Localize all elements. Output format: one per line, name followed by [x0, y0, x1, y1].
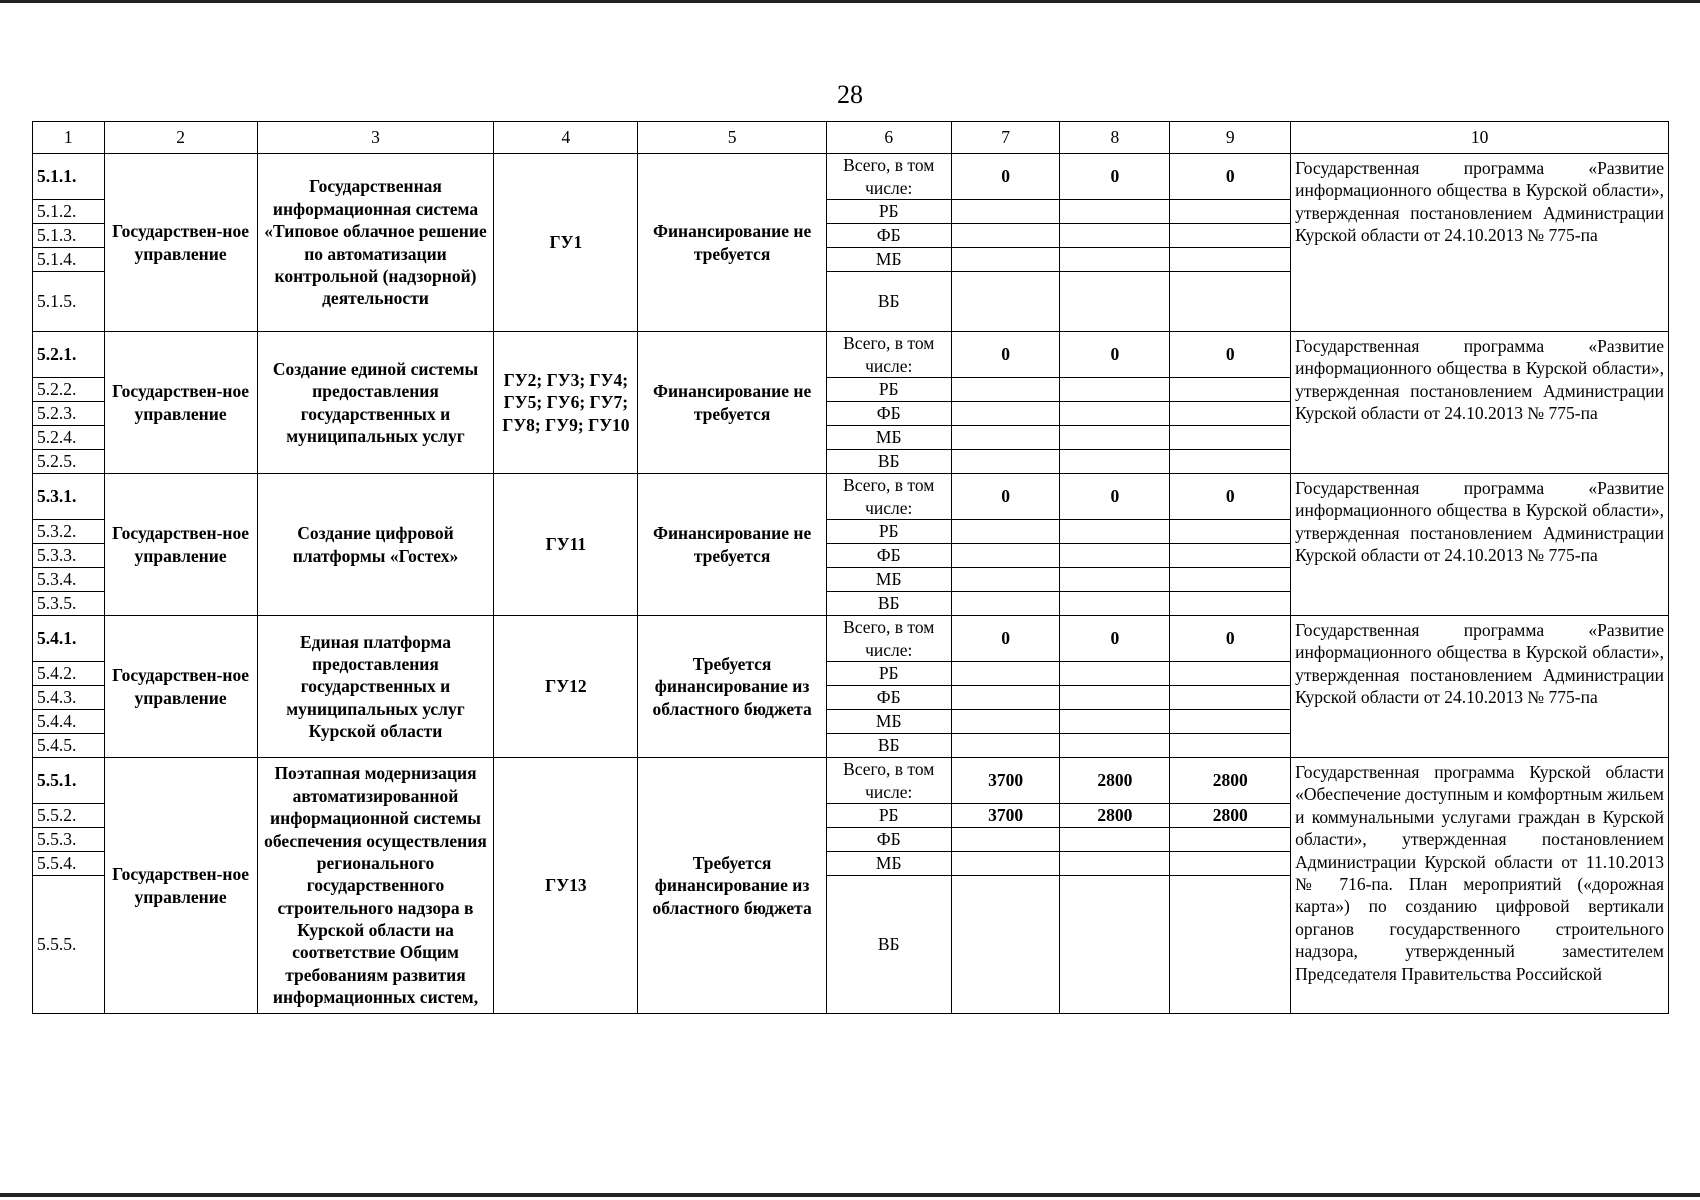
amount-cell — [951, 200, 1060, 224]
col-header: 9 — [1170, 122, 1291, 154]
measure-code: 5.5.5. — [33, 876, 105, 1014]
amount-cell: 0 — [1060, 616, 1170, 662]
amount-cell: 2800 — [1170, 804, 1291, 828]
amount-cell — [951, 378, 1060, 402]
amount-cell — [1060, 248, 1170, 272]
measure-code: 5.1.1. — [33, 154, 105, 200]
amount-cell — [1060, 592, 1170, 616]
amount-cell: 3700 — [951, 804, 1060, 828]
measure-code: 5.2.5. — [33, 450, 105, 474]
measure-code: 5.1.5. — [33, 272, 105, 332]
amount-cell — [1170, 592, 1291, 616]
measure-name-cell: Единая платформа предоставления государственных и муниципальных услуг Курской области — [257, 616, 494, 758]
amount-cell — [951, 876, 1060, 1014]
funding-source: ВБ — [826, 272, 951, 332]
amount-cell — [1170, 734, 1291, 758]
measure-code: 5.2.2. — [33, 378, 105, 402]
amount-cell — [1170, 544, 1291, 568]
amount-cell — [1060, 272, 1170, 332]
amount-cell — [1060, 828, 1170, 852]
amount-cell: 2800 — [1170, 758, 1291, 804]
amount-cell — [1170, 378, 1291, 402]
amount-cell — [1060, 544, 1170, 568]
amount-cell — [951, 592, 1060, 616]
amount-cell — [1170, 662, 1291, 686]
col-header: 5 — [638, 122, 826, 154]
code-cell: ГУ1 — [494, 154, 638, 332]
amount-cell: 3700 — [951, 758, 1060, 804]
funding-source: РБ — [826, 662, 951, 686]
financing-cell: Требуется финансирование из областного бюджета — [638, 616, 826, 758]
amount-cell — [951, 568, 1060, 592]
amount-cell: 0 — [1170, 474, 1291, 520]
funding-source: Всего, в том числе: — [826, 332, 951, 378]
funding-source: ВБ — [826, 450, 951, 474]
funding-source: РБ — [826, 200, 951, 224]
executor-cell: Государствен-ное управление — [104, 616, 257, 758]
measures-table — [32, 121, 1669, 1014]
table-row — [33, 332, 1669, 378]
amount-cell — [1170, 852, 1291, 876]
measure-code: 5.3.1. — [33, 474, 105, 520]
col-header: 3 — [257, 122, 494, 154]
col-header: 4 — [494, 122, 638, 154]
measure-code: 5.4.1. — [33, 616, 105, 662]
measure-name-cell: Государственная информационная система «Типовое облачное решение по автоматизации контрольной (надзорной) деятельности — [257, 154, 494, 332]
funding-source: Всего, в том числе: — [826, 154, 951, 200]
funding-source: ВБ — [826, 876, 951, 1014]
funding-source: ФБ — [826, 224, 951, 248]
amount-cell: 0 — [1060, 154, 1170, 200]
executor-cell: Государствен-ное управление — [104, 332, 257, 474]
table-row — [33, 154, 1669, 200]
amount-cell — [1060, 520, 1170, 544]
amount-cell: 0 — [951, 332, 1060, 378]
amount-cell — [1060, 734, 1170, 758]
amount-cell: 0 — [951, 616, 1060, 662]
measure-code: 5.5.3. — [33, 828, 105, 852]
col-header: 2 — [104, 122, 257, 154]
funding-source: ФБ — [826, 544, 951, 568]
executor-cell: Государствен-ное управление — [104, 474, 257, 616]
funding-source: ФБ — [826, 828, 951, 852]
measure-name-cell: Создание цифровой платформы «Гостех» — [257, 474, 494, 616]
column-numbers-row — [33, 122, 1669, 154]
amount-cell — [951, 686, 1060, 710]
amount-cell: 0 — [1170, 154, 1291, 200]
amount-cell — [1060, 686, 1170, 710]
top-scan-edge — [0, 0, 1700, 3]
funding-source: ФБ — [826, 686, 951, 710]
amount-cell — [1170, 520, 1291, 544]
table-row — [33, 616, 1669, 662]
amount-cell — [1060, 662, 1170, 686]
executor-cell: Государствен-ное управление — [104, 154, 257, 332]
measure-name-cell: Поэтапная модернизация автоматизированной информационной системы обеспечения осуществления регионального государственного строительного надзора в Курской области на соответствие Общим требованиям развития информационных систем, — [257, 758, 494, 1014]
measure-code: 5.3.2. — [33, 520, 105, 544]
measure-code: 5.1.3. — [33, 224, 105, 248]
funding-source: Всего, в том числе: — [826, 474, 951, 520]
financing-cell: Финансирование не требуется — [638, 332, 826, 474]
amount-cell: 0 — [1170, 332, 1291, 378]
amount-cell — [1170, 248, 1291, 272]
measure-code: 5.2.4. — [33, 426, 105, 450]
amount-cell — [1170, 272, 1291, 332]
amount-cell — [951, 426, 1060, 450]
funding-source: МБ — [826, 852, 951, 876]
col-header: 7 — [951, 122, 1060, 154]
amount-cell — [1060, 852, 1170, 876]
funding-source: МБ — [826, 426, 951, 450]
amount-cell — [1060, 568, 1170, 592]
amount-cell — [951, 402, 1060, 426]
amount-cell — [1170, 686, 1291, 710]
measure-code: 5.3.5. — [33, 592, 105, 616]
funding-source: Всего, в том числе: — [826, 616, 951, 662]
page-number: 28 — [837, 80, 863, 109]
amount-cell — [1170, 828, 1291, 852]
funding-source: РБ — [826, 520, 951, 544]
amount-cell — [1170, 200, 1291, 224]
col-header: 6 — [826, 122, 951, 154]
amount-cell — [951, 828, 1060, 852]
amount-cell — [951, 710, 1060, 734]
measure-code: 5.5.1. — [33, 758, 105, 804]
bottom-scan-edge — [0, 1193, 1700, 1197]
measure-code: 5.4.5. — [33, 734, 105, 758]
col-header: 1 — [33, 122, 105, 154]
amount-cell — [951, 450, 1060, 474]
measure-code: 5.5.4. — [33, 852, 105, 876]
basis-cell: Государственная программа «Развитие информационного общества в Курской области», утвержденная постановлением Администрации Курской области от 24.10.2013 № 775-па — [1291, 474, 1669, 616]
amount-cell — [1060, 710, 1170, 734]
amount-cell — [951, 272, 1060, 332]
measure-code: 5.4.3. — [33, 686, 105, 710]
funding-source: МБ — [826, 248, 951, 272]
amount-cell: 0 — [1060, 332, 1170, 378]
amount-cell — [1060, 426, 1170, 450]
code-cell: ГУ11 — [494, 474, 638, 616]
funding-source: Всего, в том числе: — [826, 758, 951, 804]
amount-cell — [1060, 224, 1170, 248]
funding-source: РБ — [826, 378, 951, 402]
amount-cell — [1170, 876, 1291, 1014]
amount-cell: 0 — [1170, 616, 1291, 662]
funding-source: ВБ — [826, 592, 951, 616]
basis-cell: Государственная программа «Развитие информационного общества в Курской области», утвержденная постановлением Администрации Курской области от 24.10.2013 № 775-па — [1291, 332, 1669, 474]
amount-cell: 0 — [1060, 474, 1170, 520]
amount-cell — [1170, 450, 1291, 474]
amount-cell — [1060, 378, 1170, 402]
measure-code: 5.4.2. — [33, 662, 105, 686]
amount-cell — [1060, 450, 1170, 474]
measure-code: 5.1.4. — [33, 248, 105, 272]
amount-cell — [951, 734, 1060, 758]
measure-name-cell: Создание единой системы предоставления государственных и муниципальных услуг — [257, 332, 494, 474]
amount-cell — [1060, 402, 1170, 426]
col-header: 8 — [1060, 122, 1170, 154]
amount-cell: 0 — [951, 474, 1060, 520]
amount-cell — [1060, 200, 1170, 224]
financing-cell: Финансирование не требуется — [638, 474, 826, 616]
code-cell: ГУ13 — [494, 758, 638, 1014]
financing-cell: Требуется финансирование из областного бюджета — [638, 758, 826, 1014]
funding-source: МБ — [826, 710, 951, 734]
amount-cell — [951, 248, 1060, 272]
measure-code: 5.4.4. — [33, 710, 105, 734]
measure-code: 5.5.2. — [33, 804, 105, 828]
amount-cell — [1170, 224, 1291, 248]
executor-cell: Государствен-ное управление — [104, 758, 257, 1014]
basis-cell: Государственная программа Курской области «Обеспечение доступным и комфортным жильем и коммунальными услугами граждан в Курской области», утвержденная постановлением Администрации Курской области от 11.10.2013 № 716-па. План мероприятий («дорожная карта») по созданию цифровой вертикали органов государственного строительного надзора, утвержденный заместителем Председателя Правительства Российской — [1291, 758, 1669, 1014]
amount-cell — [951, 520, 1060, 544]
table-row — [33, 474, 1669, 520]
amount-cell — [951, 662, 1060, 686]
measure-code: 5.2.3. — [33, 402, 105, 426]
amount-cell: 2800 — [1060, 804, 1170, 828]
amount-cell — [1170, 568, 1291, 592]
amount-cell — [1170, 402, 1291, 426]
financing-cell: Финансирование не требуется — [638, 154, 826, 332]
code-cell: ГУ12 — [494, 616, 638, 758]
col-header: 10 — [1291, 122, 1669, 154]
measure-code: 5.2.1. — [33, 332, 105, 378]
amount-cell — [951, 852, 1060, 876]
amount-cell — [1170, 710, 1291, 734]
basis-cell: Государственная программа «Развитие информационного общества в Курской области», утвержденная постановлением Администрации Курской области от 24.10.2013 № 775-па — [1291, 616, 1669, 758]
funding-source: ВБ — [826, 734, 951, 758]
measure-code: 5.3.3. — [33, 544, 105, 568]
funding-source: МБ — [826, 568, 951, 592]
amount-cell — [951, 224, 1060, 248]
basis-cell: Государственная программа «Развитие информационного общества в Курской области», утвержденная постановлением Администрации Курской области от 24.10.2013 № 775-па — [1291, 154, 1669, 332]
amount-cell: 0 — [951, 154, 1060, 200]
table-row — [33, 758, 1669, 804]
amount-cell — [951, 544, 1060, 568]
measure-code: 5.3.4. — [33, 568, 105, 592]
amount-cell: 2800 — [1060, 758, 1170, 804]
funding-source: РБ — [826, 804, 951, 828]
code-cell: ГУ2; ГУ3; ГУ4; ГУ5; ГУ6; ГУ7; ГУ8; ГУ9; ГУ10 — [494, 332, 638, 474]
amount-cell — [1060, 876, 1170, 1014]
measure-code: 5.1.2. — [33, 200, 105, 224]
amount-cell — [1170, 426, 1291, 450]
funding-source: ФБ — [826, 402, 951, 426]
